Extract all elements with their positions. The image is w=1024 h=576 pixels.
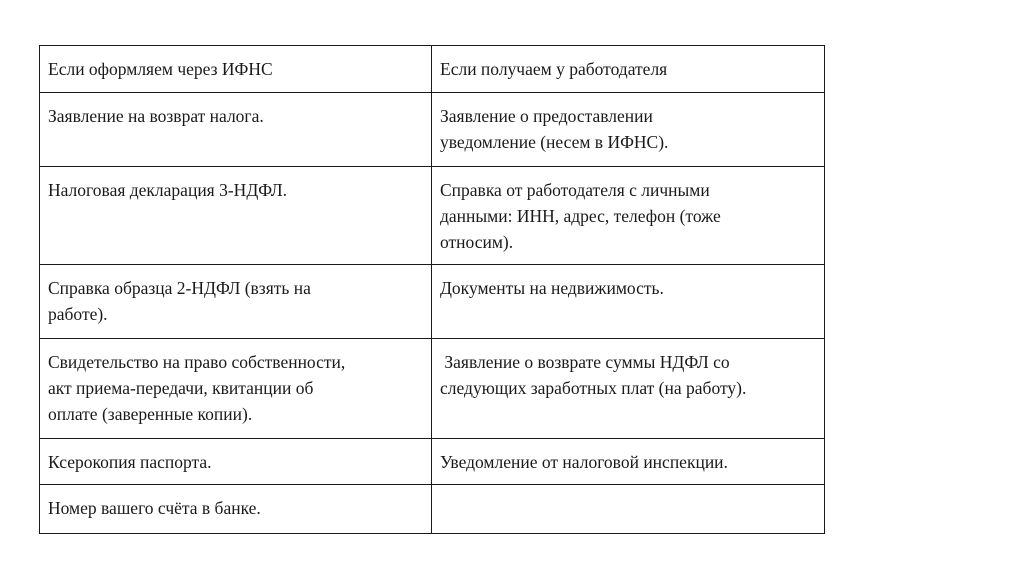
table-cell-employer [432, 485, 825, 534]
table-header-row [40, 46, 825, 93]
table-row [40, 485, 825, 534]
table-cell-ifns: Ксерокопия паспорта. [40, 439, 432, 485]
header-cell-employer: Если получаем у работодателя [432, 46, 825, 93]
documents-table [39, 45, 825, 534]
table-cell-employer: Заявление о возврате суммы НДФЛ со следующих заработных плат (на работу). [432, 339, 825, 439]
table-cell-ifns: Свидетельство на право собственности, акт приема-передачи, квитанции об оплате (заверенные копии). [40, 339, 432, 439]
table-cell-employer: Документы на недвижимость. [432, 265, 825, 339]
table-row [40, 167, 825, 265]
header-cell-ifns: Если оформляем через ИФНС [40, 46, 432, 93]
table-row [40, 265, 825, 339]
table-row [40, 93, 825, 167]
table-cell-ifns: Справка образца 2-НДФЛ (взять на работе). [40, 265, 432, 339]
table-row [40, 439, 825, 485]
table-cell-employer: Заявление о предоставлении уведомление (несем в ИФНС). [432, 93, 825, 167]
table-cell-employer: Справка от работодателя с личными данными: ИНН, адрес, телефон (тоже относим). [432, 167, 825, 265]
table-cell-employer: Уведомление от налоговой инспекции. [432, 439, 825, 485]
table-cell-ifns: Заявление на возврат налога. [40, 93, 432, 167]
table-cell-ifns: Номер вашего счёта в банке. [40, 485, 432, 534]
table-row [40, 339, 825, 439]
table-cell-ifns: Налоговая декларация 3-НДФЛ. [40, 167, 432, 265]
